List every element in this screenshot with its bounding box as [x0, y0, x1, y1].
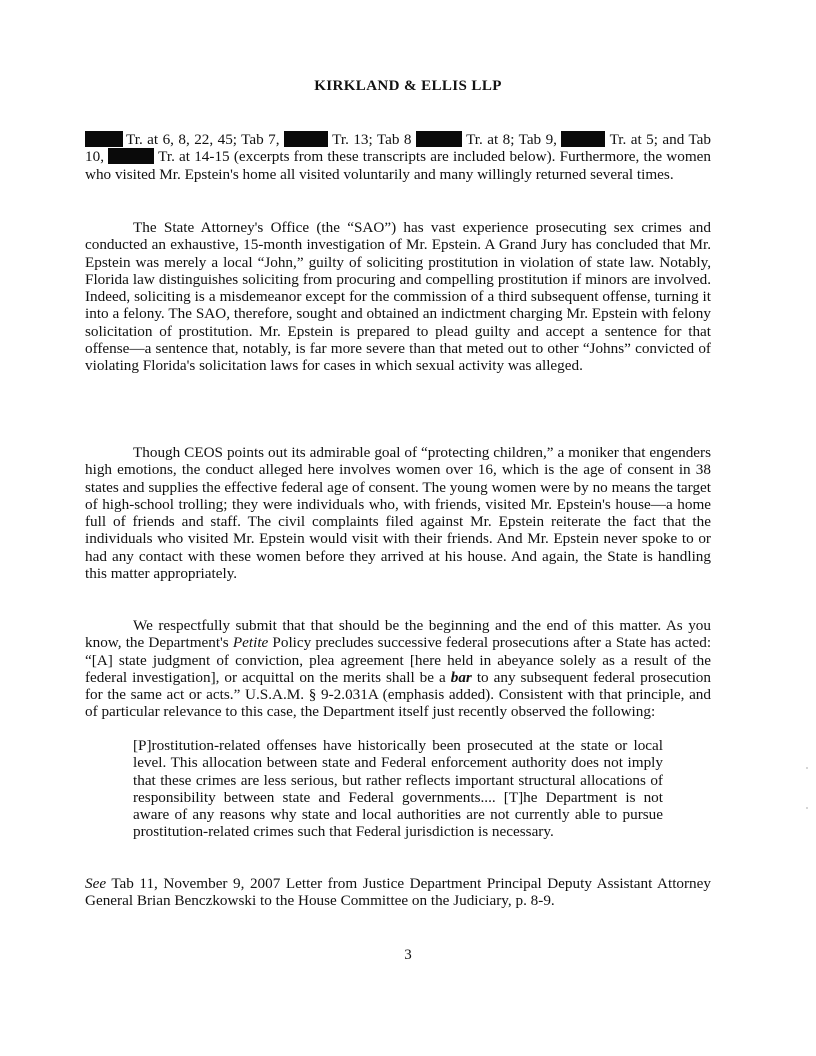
redaction-block: [85, 131, 123, 147]
text-segment: Tr. at 6, 8, 22, 45; Tab 7,: [126, 131, 280, 148]
citation-paragraph: [85, 875, 711, 910]
block-quote: [133, 737, 663, 841]
firm-letterhead: KIRKLAND & ELLIS LLP: [314, 78, 502, 94]
petite-italic: Petite: [232, 634, 269, 652]
bar-emphasis: bar: [450, 668, 472, 686]
page-number: 3: [404, 947, 412, 963]
paragraph-text: The State Attorney's Office (the “SAO”) has vast experience prosecuting sex crimes and conducted an exhaustive, 15-month investigation of Mr. Epstein. A Grand Jury has concluded that Mr. Epstein was merely a local “John,” guilty of soliciting prostitution in violation of state law. Notably, Florida law distinguishes soliciting from procuring and compelling prostitution if minors are involved. Indeed, soliciting is a misdemeanor except for the commission of a third subsequent offense, turning it into a felony. The SAO, therefore, sought and obtained an indictment charging Mr. Epstein with felony solicitation of prostitution. Mr. Epstein is prepared to plead guilty and accept a sentence for that offense—a sentence that, notably, is far more severe than that meted out to other “Johns” convicted of violating Florida's solicitation laws for cases in which sexual activity was alleged.: [85, 219, 711, 375]
block-quote-text: [P]rostitution-related offenses have historically been prosecuted at the state or local level. This allocation between state and Federal enforcement authority does not imply that these crimes are less serious, but rather reflects important structural allocations of responsibility between state and Federal governments.... [T]he Department is not aware of any reasons why state and local authorities are not currently able to pursue prostitution-related crimes such that Federal jurisdiction is necessary.: [133, 737, 663, 841]
redaction-block: [561, 131, 605, 147]
text-segment: Policy precludes successive federal prosecutions after a State has acted: “[A] state judgment of conviction, plea agreement [here held in abeyance solely as a result of the federal investigation], or acquittal on the merits shall be a: [85, 634, 712, 686]
text-segment: Tr. at 14-15 (excerpts from these transcripts are included below). Furthermore, the women who visited Mr. Epstein's home all visited voluntarily and many willingly returned several times.: [85, 148, 711, 183]
text-segment: Tr. 13; Tab 8: [332, 131, 412, 148]
scan-speck: [806, 767, 808, 769]
text-segment: We respectfully submit that that should be the beginning and the end of this matter. As you know, the Department's: [85, 617, 711, 652]
paragraph-transcript-refs: [85, 131, 711, 183]
redaction-block: [108, 148, 154, 164]
see-signal: See: [85, 875, 107, 892]
redaction-block: [284, 131, 328, 147]
paragraph-text: Though CEOS points out its admirable goal of “protecting children,” a moniker that engenders high emotions, the conduct alleged here involves women over 16, which is the age of consent in 38 states and supplies the effective federal age of consent. The young women were by no means the target of high-school trolling; they were individuals who, with friends, visited Mr. Epstein's house—a home full of friends and staff. The civil complaints filed against Mr. Epstein reiterate the fact that the individuals who visited Mr. Epstein would visit with their friends. And Mr. Epstein never spoke to or had any contact with these women before they arrived at his house. And again, the State is handling this matter appropriately.: [85, 444, 711, 583]
paragraph-sao: [85, 219, 711, 375]
citation-text: Tab 11, November 9, 2007 Letter from Justice Department Principal Deputy Assistant Attorney General Brian Benczkowski to the House Committee on the Judiciary, p. 8-9.: [85, 875, 711, 910]
paragraph-petite-policy: [85, 617, 711, 721]
text-segment: Tr. at 8; Tab 9,: [466, 131, 557, 148]
redaction-block: [416, 131, 462, 147]
scan-speck: [806, 807, 808, 809]
text-segment: Tr. at 5; and Tab 10,: [85, 131, 712, 166]
paragraph-ceos: [85, 444, 711, 582]
text-segment: to any subsequent federal prosecution for the same act or acts.” U.S.A.M. § 9-2.031A (emphasis added). Consistent with that principle, and of particular relevance to this case, the Department itself just recently observed the following:: [85, 668, 711, 721]
